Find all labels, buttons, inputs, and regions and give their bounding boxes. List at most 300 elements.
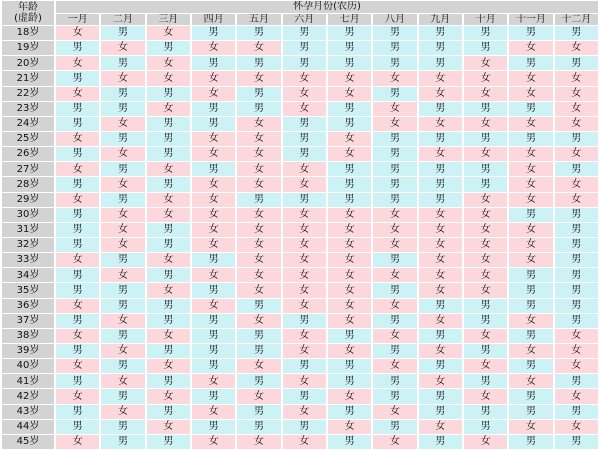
gender-cell: 男 [56, 283, 99, 297]
month-header-8: 八月 [373, 14, 416, 26]
table-row-age-32岁 [2, 238, 598, 252]
gender-cell: 男 [283, 117, 326, 131]
gender-cell: 女 [464, 193, 507, 207]
table-row-age-27岁 [2, 162, 598, 176]
gender-cell: 男 [147, 223, 190, 237]
gender-cell: 男 [419, 41, 462, 55]
gender-cell: 男 [192, 359, 235, 373]
gender-cell: 女 [56, 299, 99, 313]
gender-cell: 男 [283, 132, 326, 146]
gender-cell: 女 [192, 147, 235, 161]
gender-cell: 男 [328, 359, 371, 373]
month-header-row [2, 14, 598, 26]
gender-cell: 女 [464, 389, 507, 403]
gender-cell: 女 [147, 26, 190, 40]
gender-cell: 女 [283, 405, 326, 419]
gender-cell: 男 [237, 329, 280, 343]
gender-cell: 女 [464, 71, 507, 85]
gender-cell: 女 [237, 283, 280, 297]
gender-cell: 男 [509, 435, 552, 449]
gender-cell: 女 [509, 193, 552, 207]
gender-cell: 男 [283, 41, 326, 55]
gender-cell: 男 [328, 26, 371, 40]
gender-cell: 男 [464, 314, 507, 328]
gender-cell: 男 [56, 238, 99, 252]
gender-cell: 男 [373, 420, 416, 434]
gender-cell: 女 [192, 435, 235, 449]
gender-cell: 男 [464, 405, 507, 419]
month-header-11: 十一月 [509, 14, 552, 26]
gender-cell: 女 [373, 268, 416, 282]
gender-cell: 女 [283, 344, 326, 358]
gender-cell: 男 [283, 420, 326, 434]
gender-cell: 男 [373, 177, 416, 191]
gender-cell: 女 [555, 359, 598, 373]
gender-cell: 女 [464, 147, 507, 161]
gender-cell: 女 [509, 87, 552, 101]
table-row-age-18岁 [2, 26, 598, 40]
gender-cell: 女 [283, 71, 326, 85]
gender-cell: 女 [555, 71, 598, 85]
gender-cell: 女 [283, 238, 326, 252]
gender-cell: 男 [555, 26, 598, 40]
age-cell: 36岁 [2, 299, 54, 313]
gender-cell: 男 [464, 420, 507, 434]
gender-cell: 女 [328, 344, 371, 358]
gender-cell: 女 [373, 223, 416, 237]
gender-cell: 男 [328, 102, 371, 116]
table-row-age-44岁 [2, 420, 598, 434]
gender-cell: 男 [555, 238, 598, 252]
age-cell: 33岁 [2, 253, 54, 267]
gender-cell: 女 [419, 238, 462, 252]
gender-cell: 女 [328, 389, 371, 403]
table-row-age-21岁 [2, 71, 598, 85]
gender-cell: 女 [464, 359, 507, 373]
gender-cell: 女 [237, 71, 280, 85]
gender-cell: 女 [419, 87, 462, 101]
age-cell: 22岁 [2, 87, 54, 101]
gender-cell: 女 [328, 147, 371, 161]
age-cell: 38岁 [2, 329, 54, 343]
gender-cell: 女 [56, 253, 99, 267]
gender-cell: 男 [192, 56, 235, 70]
gender-cell: 男 [555, 314, 598, 328]
gender-cell: 女 [328, 314, 371, 328]
table-row-age-43岁 [2, 405, 598, 419]
gender-cell: 女 [509, 420, 552, 434]
gender-cell: 女 [147, 359, 190, 373]
gender-cell: 女 [328, 299, 371, 313]
gender-cell: 女 [147, 71, 190, 85]
age-cell: 37岁 [2, 314, 54, 328]
table-row-age-30岁 [2, 208, 598, 222]
gender-cell: 女 [147, 420, 190, 434]
age-cell: 43岁 [2, 405, 54, 419]
table-row-age-42岁 [2, 389, 598, 403]
gender-cell: 女 [555, 389, 598, 403]
gender-cell: 女 [101, 374, 144, 388]
gender-cell: 男 [328, 162, 371, 176]
gender-cell: 男 [555, 162, 598, 176]
gender-cell: 男 [101, 193, 144, 207]
gender-cell: 男 [147, 374, 190, 388]
gender-cell: 女 [419, 223, 462, 237]
gender-cell: 男 [192, 344, 235, 358]
month-header-4: 四月 [192, 14, 235, 26]
gender-cell: 女 [56, 56, 99, 70]
gender-cell: 女 [192, 177, 235, 191]
gender-cell: 男 [555, 56, 598, 70]
gender-cell: 女 [56, 26, 99, 40]
table-row-age-39岁 [2, 344, 598, 358]
gender-cell: 男 [555, 253, 598, 267]
gender-cell: 男 [464, 177, 507, 191]
gender-cell: 男 [56, 177, 99, 191]
month-header-9: 九月 [419, 14, 462, 26]
gender-cell: 男 [373, 374, 416, 388]
table-row-age-19岁 [2, 41, 598, 55]
gender-cell: 男 [464, 102, 507, 116]
gender-cell: 男 [192, 283, 235, 297]
gender-cell: 女 [419, 253, 462, 267]
gender-cell: 男 [419, 56, 462, 70]
gender-cell: 女 [509, 374, 552, 388]
gender-cell: 男 [464, 344, 507, 358]
gender-cell: 女 [192, 238, 235, 252]
gender-cell: 女 [328, 71, 371, 85]
gender-cell: 女 [283, 329, 326, 343]
gender-cell: 男 [509, 268, 552, 282]
gender-cell: 女 [283, 299, 326, 313]
gender-cell: 男 [373, 283, 416, 297]
gender-cell: 男 [237, 405, 280, 419]
gender-cell: 男 [373, 314, 416, 328]
gender-cell: 男 [328, 374, 371, 388]
gender-cell: 男 [237, 87, 280, 101]
gender-cell: 男 [56, 344, 99, 358]
gender-cell: 男 [509, 329, 552, 343]
gender-cell: 男 [464, 374, 507, 388]
gender-cell: 女 [464, 435, 507, 449]
gender-cell: 女 [419, 420, 462, 434]
age-cell: 27岁 [2, 162, 54, 176]
gender-cell: 女 [237, 177, 280, 191]
gender-cell: 男 [464, 299, 507, 313]
gender-cell: 女 [147, 193, 190, 207]
gender-cell: 女 [464, 268, 507, 282]
gender-cell: 男 [237, 56, 280, 70]
gender-cell: 男 [373, 193, 416, 207]
gender-cell: 男 [147, 147, 190, 161]
gender-cell: 女 [373, 117, 416, 131]
gender-cell: 女 [237, 359, 280, 373]
gender-cell: 女 [328, 208, 371, 222]
gender-cell: 男 [147, 41, 190, 55]
gender-cell: 男 [283, 147, 326, 161]
gender-cell: 男 [56, 268, 99, 282]
gender-cell: 女 [192, 208, 235, 222]
table-row-age-34岁 [2, 268, 598, 282]
gender-cell: 女 [555, 193, 598, 207]
gender-cell: 女 [373, 238, 416, 252]
gender-cell: 女 [328, 132, 371, 146]
gender-cell: 男 [237, 102, 280, 116]
gender-cell: 男 [192, 389, 235, 403]
table-row-age-40岁 [2, 359, 598, 373]
age-cell: 29岁 [2, 193, 54, 207]
gender-cell: 女 [147, 208, 190, 222]
gender-cell: 男 [373, 147, 416, 161]
gender-cell: 男 [373, 253, 416, 267]
gender-cell: 女 [464, 223, 507, 237]
gender-cell: 男 [555, 299, 598, 313]
age-cell: 18岁 [2, 26, 54, 40]
gender-cell: 女 [192, 132, 235, 146]
gender-cell: 女 [101, 268, 144, 282]
gender-cell: 女 [555, 117, 598, 131]
gender-cell: 女 [373, 435, 416, 449]
gender-cell: 女 [464, 56, 507, 70]
table-row-age-45岁 [2, 435, 598, 449]
gender-cell: 男 [419, 435, 462, 449]
gender-cell: 女 [328, 283, 371, 297]
gender-cell: 男 [419, 102, 462, 116]
age-cell: 20岁 [2, 56, 54, 70]
gender-cell: 女 [464, 87, 507, 101]
gender-cell: 女 [101, 147, 144, 161]
age-cell: 28岁 [2, 177, 54, 191]
gender-cell: 女 [56, 329, 99, 343]
gender-cell: 男 [101, 56, 144, 70]
gender-cell: 女 [192, 193, 235, 207]
age-cell: 25岁 [2, 132, 54, 146]
gender-cell: 女 [373, 299, 416, 313]
gender-cell: 男 [555, 435, 598, 449]
gender-cell: 男 [555, 132, 598, 146]
gender-cell: 女 [328, 223, 371, 237]
gender-cell: 男 [419, 405, 462, 419]
gender-cell: 男 [237, 344, 280, 358]
gender-cell: 男 [56, 420, 99, 434]
age-cell: 45岁 [2, 435, 54, 449]
gender-cell: 男 [147, 238, 190, 252]
gender-cell: 女 [373, 405, 416, 419]
gender-cell: 男 [509, 26, 552, 40]
gender-cell: 女 [283, 208, 326, 222]
gender-cell: 男 [283, 26, 326, 40]
gender-cell: 男 [192, 117, 235, 131]
gender-cell: 男 [509, 299, 552, 313]
gender-cell: 女 [373, 102, 416, 116]
table-row-age-41岁 [2, 374, 598, 388]
gender-cell: 女 [237, 253, 280, 267]
gender-cell: 女 [283, 87, 326, 101]
gender-cell: 男 [56, 147, 99, 161]
gender-cell: 女 [283, 268, 326, 282]
age-cell: 41岁 [2, 374, 54, 388]
gender-cell: 女 [464, 208, 507, 222]
gender-cell: 女 [555, 329, 598, 343]
gender-cell: 女 [192, 268, 235, 282]
gender-cell: 男 [373, 41, 416, 55]
gender-cell: 女 [555, 41, 598, 55]
table-row-age-26岁 [2, 147, 598, 161]
gender-cell: 女 [283, 223, 326, 237]
table-row-age-23岁 [2, 102, 598, 116]
gender-cell: 女 [419, 314, 462, 328]
table-row-age-22岁 [2, 87, 598, 101]
gender-cell: 男 [464, 162, 507, 176]
gender-cell: 女 [283, 253, 326, 267]
age-cell: 19岁 [2, 41, 54, 55]
gender-cell: 女 [328, 87, 371, 101]
gender-cell: 女 [237, 117, 280, 131]
gender-cell: 男 [509, 208, 552, 222]
age-column-header [2, 1, 54, 25]
gender-cell: 男 [101, 87, 144, 101]
age-cell: 21岁 [2, 71, 54, 85]
month-header-3: 三月 [147, 14, 190, 26]
gender-cell: 男 [373, 132, 416, 146]
age-cell: 40岁 [2, 359, 54, 373]
gender-cell: 女 [464, 117, 507, 131]
table-row-age-25岁 [2, 132, 598, 146]
age-cell: 31岁 [2, 223, 54, 237]
gender-cell: 女 [192, 41, 235, 55]
gender-cell: 女 [373, 359, 416, 373]
gender-cell: 女 [509, 238, 552, 252]
gender-cell: 男 [101, 132, 144, 146]
gender-cell: 女 [509, 162, 552, 176]
gender-cell: 女 [555, 102, 598, 116]
gender-cell: 女 [464, 329, 507, 343]
gender-cell: 男 [283, 314, 326, 328]
gender-cell: 女 [373, 208, 416, 222]
gender-cell: 女 [419, 344, 462, 358]
gender-cell: 男 [373, 162, 416, 176]
gender-cell: 男 [328, 329, 371, 343]
gender-cell: 女 [509, 71, 552, 85]
gender-cell: 女 [237, 389, 280, 403]
gender-cell: 男 [192, 420, 235, 434]
table-row-age-36岁 [2, 299, 598, 313]
gender-cell: 男 [101, 389, 144, 403]
gender-cell: 女 [101, 41, 144, 55]
gender-cell: 女 [509, 253, 552, 267]
gender-cell: 男 [56, 41, 99, 55]
gender-cell: 男 [101, 253, 144, 267]
gender-cell: 女 [101, 344, 144, 358]
age-cell: 26岁 [2, 147, 54, 161]
gender-cell: 女 [328, 253, 371, 267]
gender-cell: 女 [147, 389, 190, 403]
gender-cell: 女 [419, 71, 462, 85]
gender-cell: 女 [147, 283, 190, 297]
gender-cell: 男 [555, 208, 598, 222]
gender-cell: 男 [147, 268, 190, 282]
age-cell: 39岁 [2, 344, 54, 358]
gender-cell: 男 [192, 162, 235, 176]
table-row-age-29岁 [2, 193, 598, 207]
age-header-line1: 年龄 [18, 1, 38, 13]
month-header-12: 十二月 [555, 14, 598, 26]
gender-cell: 女 [555, 177, 598, 191]
gender-cell: 女 [419, 208, 462, 222]
age-cell: 23岁 [2, 102, 54, 116]
gender-cell: 男 [328, 56, 371, 70]
gender-cell: 男 [101, 435, 144, 449]
gender-cell: 男 [237, 193, 280, 207]
gender-cell: 男 [147, 177, 190, 191]
gender-cell: 男 [56, 208, 99, 222]
table-row-age-33岁 [2, 253, 598, 267]
gender-cell: 男 [509, 389, 552, 403]
gender-cell: 女 [237, 41, 280, 55]
gender-cell: 男 [101, 102, 144, 116]
gender-cell: 女 [237, 208, 280, 222]
gender-cell: 男 [56, 314, 99, 328]
gender-cell: 男 [419, 329, 462, 343]
gender-cell: 女 [56, 359, 99, 373]
gender-cell: 女 [373, 71, 416, 85]
gender-cell: 男 [237, 26, 280, 40]
gender-cell: 女 [419, 147, 462, 161]
table-row-age-35岁 [2, 283, 598, 297]
table-row-age-37岁 [2, 314, 598, 328]
gender-cell: 女 [283, 162, 326, 176]
table-row-age-31岁 [2, 223, 598, 237]
gender-cell: 女 [147, 162, 190, 176]
gender-cell: 女 [555, 344, 598, 358]
gender-cell: 女 [283, 102, 326, 116]
gender-cell: 女 [464, 238, 507, 252]
age-cell: 34岁 [2, 268, 54, 282]
gender-cell: 男 [192, 314, 235, 328]
gender-cell: 男 [101, 26, 144, 40]
chart-body [2, 26, 598, 449]
month-header-6: 六月 [283, 14, 326, 26]
gender-cell: 女 [147, 102, 190, 116]
month-header-2: 二月 [101, 14, 144, 26]
gender-cell: 男 [56, 405, 99, 419]
gender-cell: 女 [237, 147, 280, 161]
gender-cell: 男 [509, 359, 552, 373]
gender-cell: 男 [464, 132, 507, 146]
gender-cell: 男 [237, 374, 280, 388]
gender-cell: 男 [555, 374, 598, 388]
gender-cell: 男 [509, 132, 552, 146]
gender-cell: 男 [147, 87, 190, 101]
month-header-5: 五月 [237, 14, 280, 26]
gender-cell: 男 [147, 344, 190, 358]
gender-cell: 男 [283, 359, 326, 373]
gender-cell: 男 [192, 253, 235, 267]
gender-cell: 男 [101, 420, 144, 434]
gender-cell: 男 [283, 56, 326, 70]
gender-cell: 女 [101, 117, 144, 131]
gender-cell: 男 [464, 41, 507, 55]
gender-cell: 男 [56, 117, 99, 131]
gender-cell: 男 [101, 359, 144, 373]
gender-cell: 男 [147, 405, 190, 419]
age-cell: 32岁 [2, 238, 54, 252]
gender-cell: 女 [283, 177, 326, 191]
gender-cell: 男 [147, 435, 190, 449]
gender-cell: 女 [192, 299, 235, 313]
gender-cell: 女 [56, 389, 99, 403]
gender-cell: 女 [464, 283, 507, 297]
